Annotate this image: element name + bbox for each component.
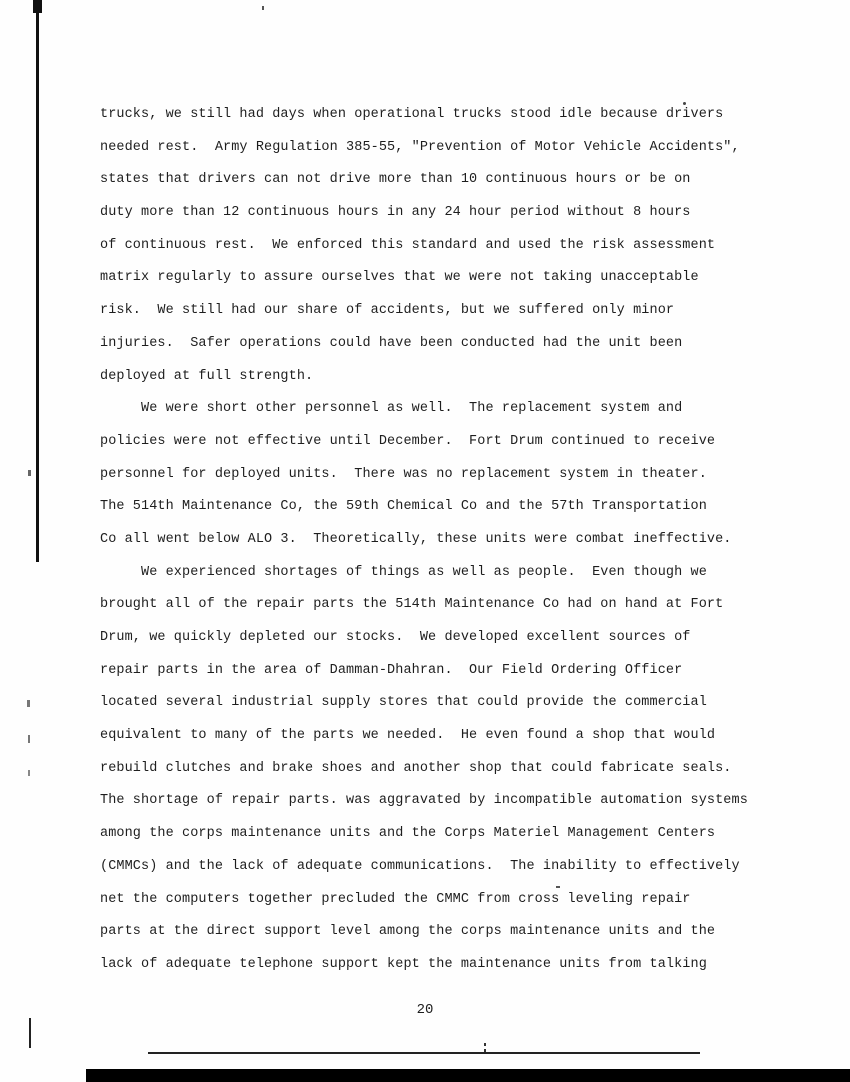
text-line: risk. We still had our share of accidents, but we suffered only minor <box>100 303 675 319</box>
text-line: The shortage of repair parts. was aggravated by incompatible automation systems <box>100 793 748 809</box>
text-line: needed rest. Army Regulation 385-55, "Prevention of Motor Vehicle Accidents", <box>100 139 740 155</box>
text-line: repair parts in the area of Damman-Dhahran. Our Field Ordering Officer <box>100 662 683 678</box>
text-line: We experienced shortages of things as well as people. Even though we <box>100 564 707 580</box>
scan-artifact-dot <box>683 102 686 105</box>
scan-artifact-left-vertical-line <box>36 0 39 562</box>
text-line: We were short other personnel as well. The replacement system and <box>100 401 683 417</box>
text-line: The 514th Maintenance Co, the 59th Chemical Co and the 57th Transportation <box>100 499 707 515</box>
scan-artifact-bottom-rule <box>148 1052 700 1054</box>
text-line: brought all of the repair parts the 514th Maintenance Co had on hand at Fort <box>100 597 724 613</box>
text-line: among the corps maintenance units and the Corps Materiel Management Centers <box>100 826 716 842</box>
scan-artifact-dot <box>484 1043 486 1046</box>
text-line: personnel for deployed units. There was no replacement system in theater. <box>100 466 707 482</box>
scan-artifact-speck <box>28 770 30 776</box>
text-line: trucks, we still had days when operational trucks stood idle because drivers <box>100 107 724 122</box>
text-line: parts at the direct support level among the corps maintenance units and the <box>100 924 716 940</box>
text-line: lack of adequate telephone support kept the maintenance units from talking <box>100 956 707 972</box>
text-line: located several industrial supply stores that could provide the commercial <box>100 695 707 711</box>
scan-artifact-speck <box>28 470 31 476</box>
page-number: 20 <box>416 1002 434 1018</box>
text-line: matrix regularly to assure ourselves that we were not taking unacceptable <box>100 270 699 286</box>
text-line: states that drivers can not drive more than 10 continuous hours or be on <box>100 172 691 188</box>
text-line: duty more than 12 continuous hours in any 24 hour period without 8 hours <box>100 205 691 221</box>
text-line: rebuild clutches and brake shoes and another shop that could fabricate seals. <box>100 760 732 776</box>
text-line: (CMMCs) and the lack of adequate communications. The inability to effectively <box>100 858 740 874</box>
scan-artifact-bottom-left-line <box>29 1018 31 1048</box>
text-line: injuries. Safer operations could have been conducted had the unit been <box>100 335 683 351</box>
text-line: deployed at full strength. <box>100 368 314 384</box>
document-text <box>100 107 760 990</box>
text-line: of continuous rest. We enforced this standard and used the risk assessment <box>100 237 716 253</box>
text-line: Co all went below ALO 3. Theoretically, these units were combat ineffective. <box>100 531 732 547</box>
text-line: net the computers together precluded the CMMC from cross leveling repair <box>100 891 691 907</box>
text-line: policies were not effective until December. Fort Drum continued to receive <box>100 433 716 449</box>
scan-artifact-speck <box>27 700 30 707</box>
scan-artifact-speck <box>28 735 30 743</box>
text-line: Drum, we quickly depleted our stocks. We developed excellent sources of <box>100 630 691 645</box>
text-line: equivalent to many of the parts we needed. He even found a shop that would <box>100 728 716 744</box>
scan-artifact-bottom-black-bar <box>86 1069 850 1082</box>
scan-artifact-speck <box>262 6 264 10</box>
